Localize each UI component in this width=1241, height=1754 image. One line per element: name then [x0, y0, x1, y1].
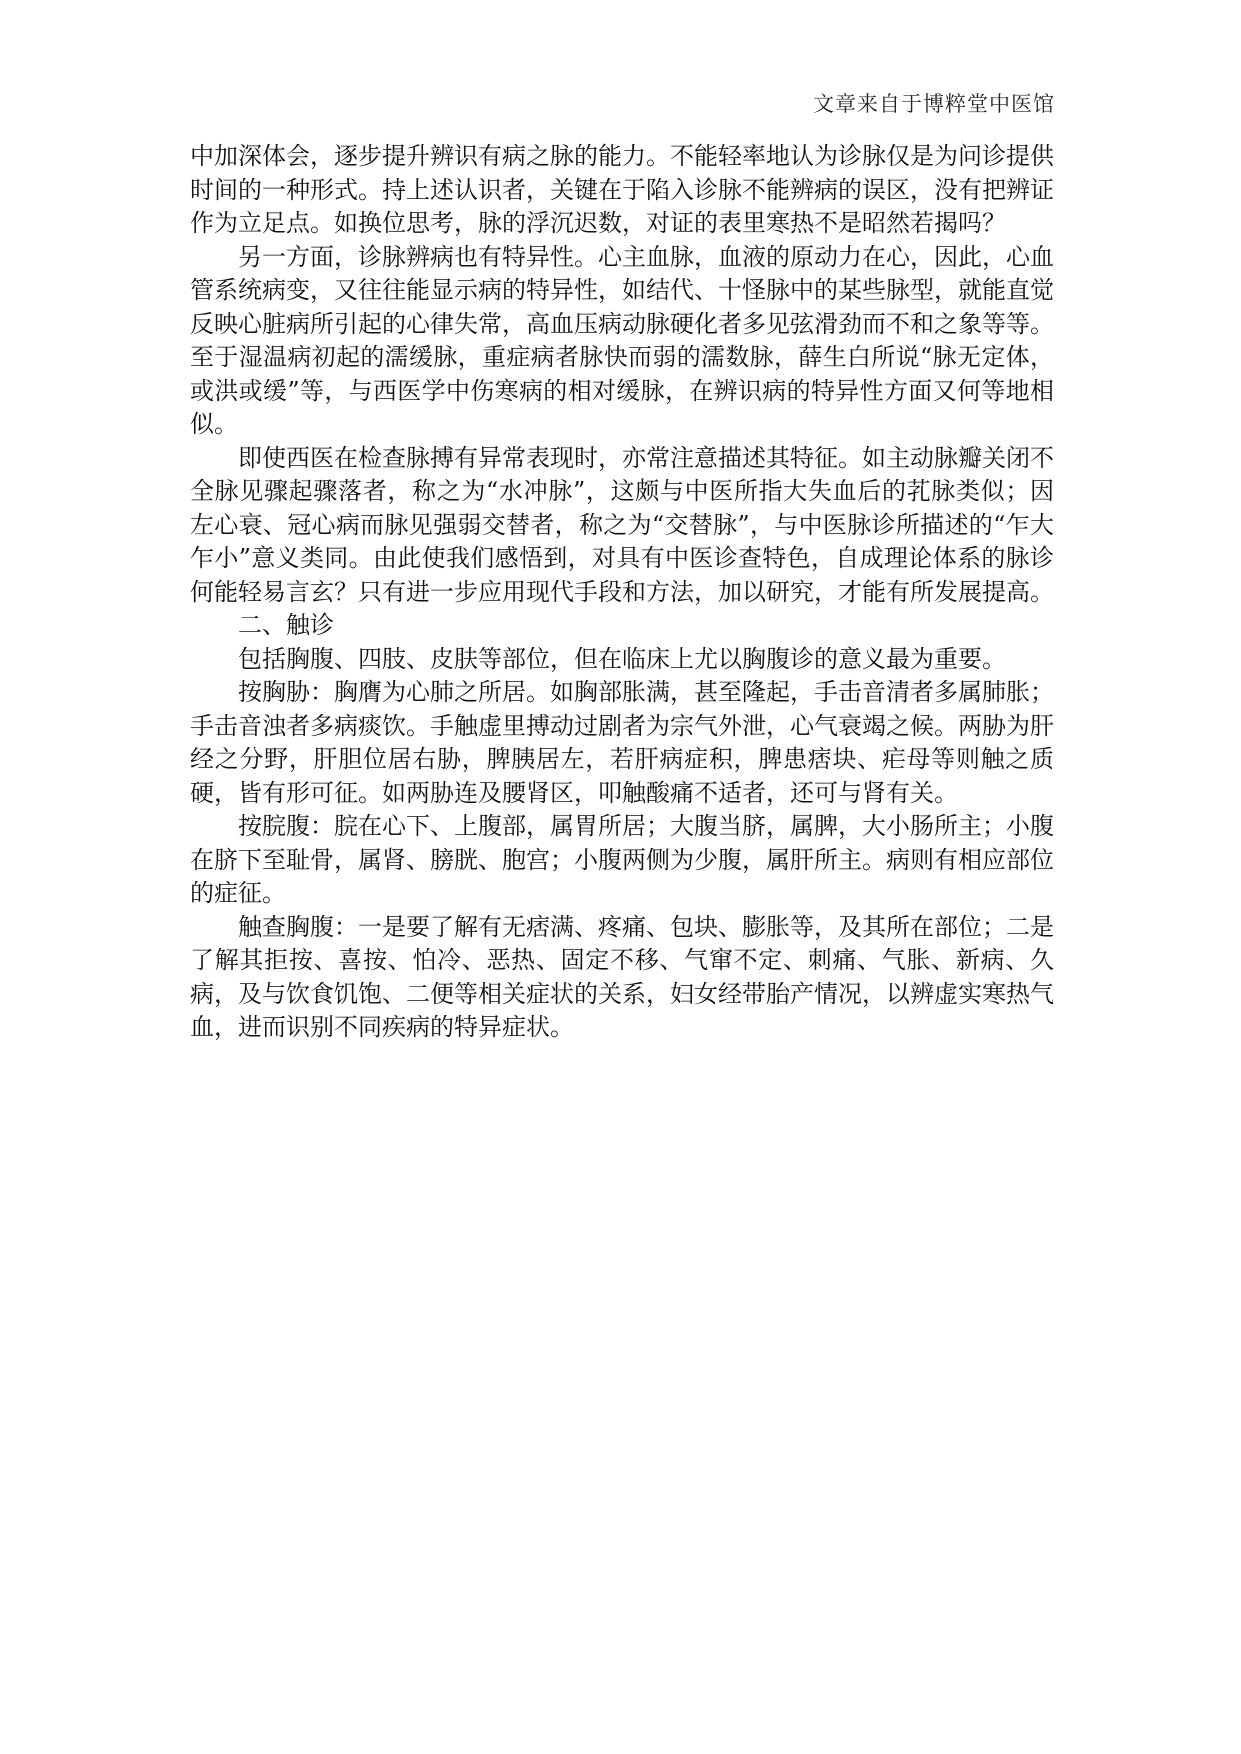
paragraph-specificity: 另一方面，诊脉辨病也有特异性。心主血脉，血液的原动力在心，因此，心血管系统病变，又往往能显示病的特异性，如结代、十怪脉中的某些脉型，就能直觉反映心脏病所引起的心律失常，高血压病动脉硬化者多见弦滑劲而不和之象等等。至于湿温病初起的濡缓脉，重症病者脉快而弱的濡数脉，薛生白所说“脉无定体，或洪或缓”等，与西医学中伤寒病的相对缓脉，在辨识病的特异性方面又何等地相似。: [190, 242, 1054, 438]
paragraph-continuation: 中加深体会，逐步提升辨识有病之脉的能力。不能轻率地认为诊脉仅是为问诊提供时间的一种形式。持上述认识者，关键在于陷入诊脉不能辨病的误区，没有把辨证作为立足点。如换位思考，脉的浮沉迟数，对证的表里寒热不是昭然若揭吗？: [190, 142, 1054, 237]
document-body: [190, 140, 1054, 1045]
paragraph-chest-abdomen-exam: 触查胸腹：一是要了解有无痞满、疼痛、包块、膨胀等，及其所在部位；二是了解其拒按、喜按、怕冷、恶热、固定不移、气窜不定、刺痛、气胀、新病、久病，及与饮食饥饱、二便等相关症状的关系，妇女经带胎产情况，以辨虚实寒热气血，进而识别不同疾病的特异症状。: [190, 912, 1054, 1041]
paragraph-epigastrium-abdomen: 按脘腹：脘在心下、上腹部，属胃所居；大腹当脐，属脾，大小肠所主；小腹在脐下至耻骨，属肾、膀胱、胞宫；小腹两侧为少腹，属肝所主。病则有相应部位的症征。: [190, 812, 1054, 907]
source-header: 文章来自于博粹堂中医馆: [813, 92, 1055, 116]
paragraph-palpation-scope: 包括胸腹、四肢、皮肤等部位，但在临床上尤以胸腹诊的意义最为重要。: [238, 644, 1006, 673]
paragraph-chest-hypochondrium: 按胸胁：胸膺为心肺之所居。如胸部胀满，甚至隆起，手击音清者多属肺胀；手击音浊者多病痰饮。手触虚里搏动过剧者为宗气外泄，心气衰竭之候。两胁为肝经之分野，肝胆位居右胁，脾胰居左，若肝病症积，脾患痞块、疟母等则触之质硬，皆有形可征。如两胁连及腰肾区，叩触酸痛不适者，还可与肾有关。: [190, 678, 1054, 807]
paragraph-western-pulse: 即使西医在检查脉搏有异常表现时，亦常注意描述其特征。如主动脉瓣关闭不全脉见骤起骤落者，称之为“水冲脉”，这颇与中医所指大失血后的芤脉类似；因左心衰、冠心病而脉见强弱交替者，称之为“交替脉”，与中医脉诊所描述的“乍大乍小”意义类同。由此使我们感悟到，对具有中医诊查特色，自成理论体系的脉诊何能轻易言玄？只有进一步应用现代手段和方法，加以研究，才能有所发展提高。: [190, 443, 1054, 606]
section-heading-palpation: 二、触诊: [238, 611, 334, 639]
